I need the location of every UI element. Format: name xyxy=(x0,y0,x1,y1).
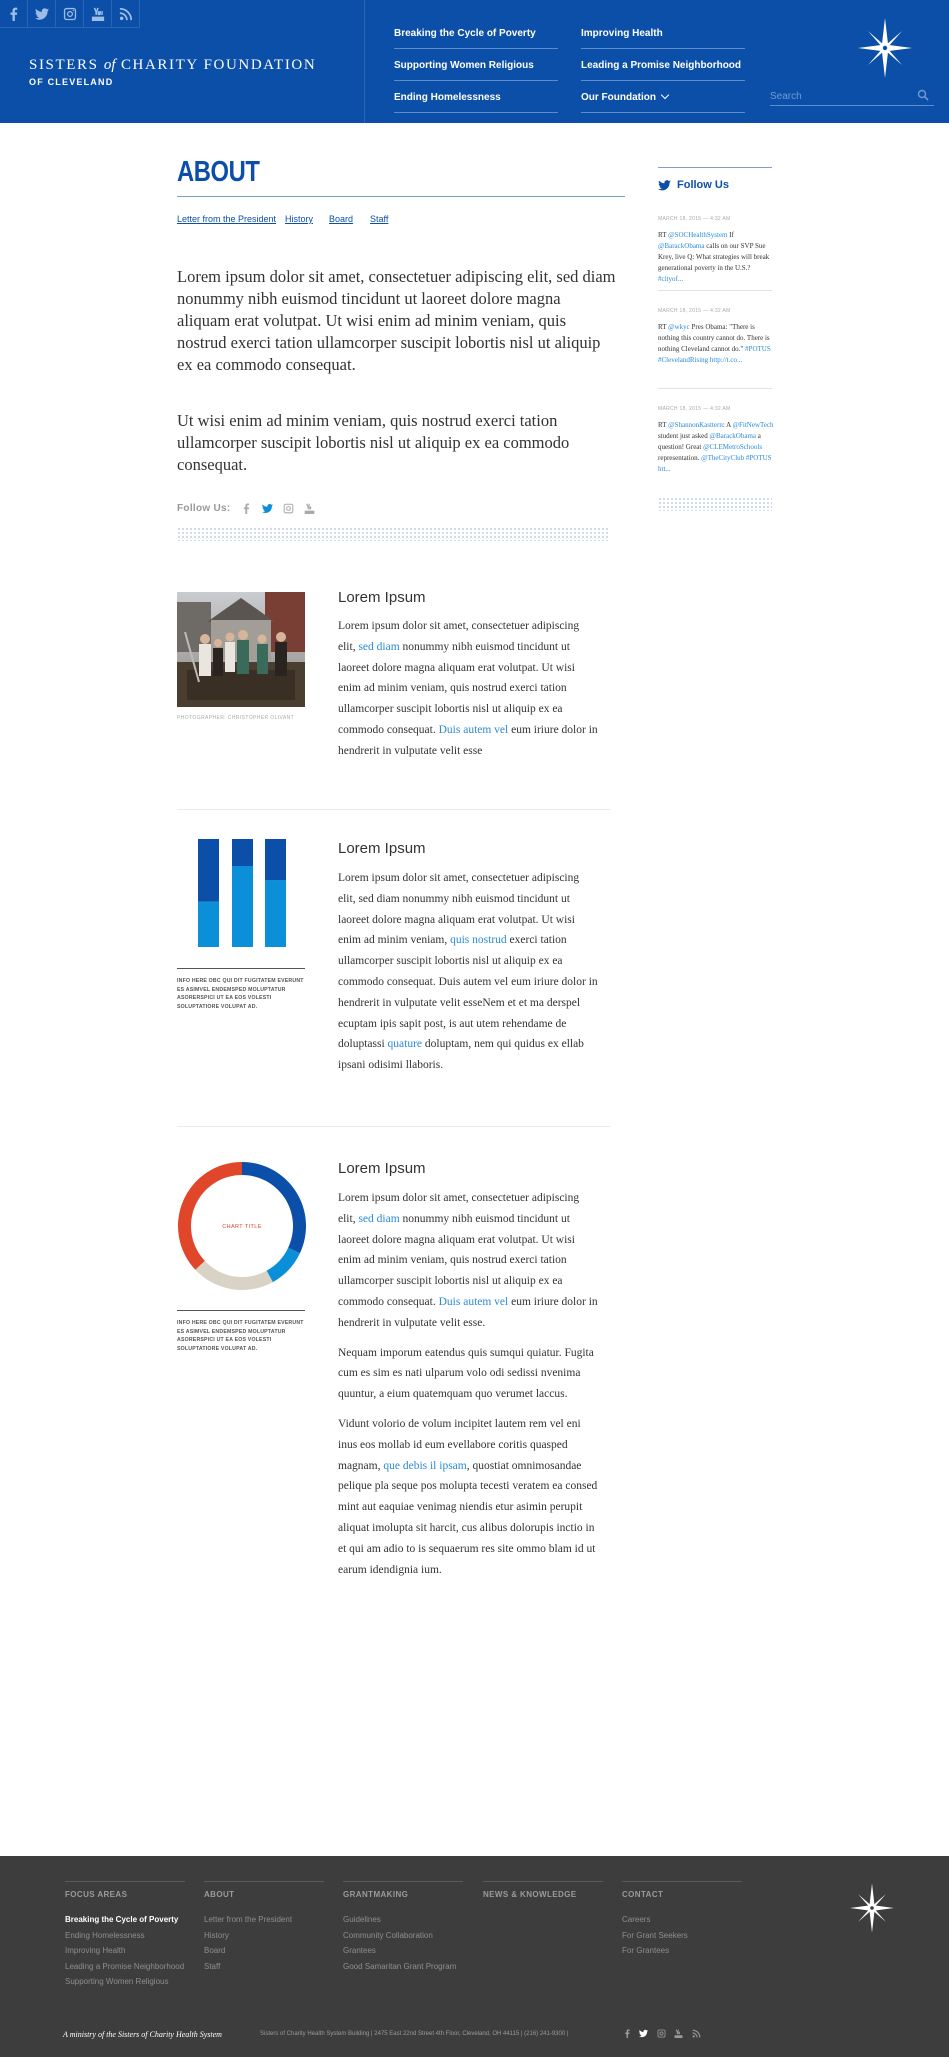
footer-column-heading[interactable]: GRANTMAKING xyxy=(343,1890,409,1899)
footer-address: Sisters of Charity Health System Building | 2475 East 22nd Street 4th Floor, Cleveland, OH 44115 | (216) 241-9300 | xyxy=(260,2031,569,2037)
tweet-2: MARCH 18, 2015 — 4:32 AM RT @wkyc Pres Obama: "There is nothing this country cannot do. There is nothing Cleveland cannot do." #POTUS #ClevelandRising http://t.co... xyxy=(658,308,771,364)
tweet-link[interactable]: http://t.co... xyxy=(709,356,743,364)
inline-link[interactable]: quature xyxy=(387,1038,422,1051)
tweet-link[interactable]: @BarackObama xyxy=(709,432,757,440)
inline-link[interactable]: sed diam xyxy=(358,640,400,653)
article-title: Lorem Ipsum xyxy=(338,589,426,606)
star-logo-icon xyxy=(858,18,912,78)
footer-link[interactable]: For Grantees xyxy=(622,1946,670,1956)
nav-our-foundation[interactable]: Our Foundation xyxy=(581,91,745,113)
figure-rule xyxy=(177,1310,305,1311)
article-paragraph: Nequam imporum eatendus quis sumqui quiatur. Fugita cum es sim es nati ulparum volo odi sedissi nvenima quuntur, a eium quatemquam quo verumet laccus. xyxy=(338,1346,594,1401)
youtube-icon[interactable] xyxy=(84,0,112,28)
footer-column-heading[interactable]: FOCUS AREAS xyxy=(65,1890,128,1899)
rss-icon[interactable] xyxy=(112,0,140,28)
sidebar-rule xyxy=(658,167,772,168)
twitter-icon xyxy=(658,180,671,191)
footer-link[interactable]: Board xyxy=(204,1946,226,1956)
twitter-icon[interactable] xyxy=(262,503,273,514)
chevron-down-icon xyxy=(661,91,669,99)
footer-column-rule xyxy=(343,1881,463,1882)
title-rule xyxy=(177,196,625,197)
footer-link[interactable]: Staff xyxy=(204,1961,221,1971)
site-footer xyxy=(0,1856,949,2057)
header-divider xyxy=(364,0,365,123)
tweet-link[interactable]: @SOCHealthSystem xyxy=(668,231,728,239)
instagram-icon[interactable] xyxy=(283,503,294,514)
tweet-link[interactable]: #cityof... xyxy=(658,275,684,283)
bar-chart xyxy=(177,830,307,970)
figure-rule xyxy=(177,968,305,969)
bar-segment xyxy=(265,839,286,880)
volunteers-photo xyxy=(177,592,305,707)
inline-link[interactable]: que debis il ipsam xyxy=(383,1459,467,1472)
footer-column-heading[interactable]: ABOUT xyxy=(204,1890,235,1899)
bar-segment xyxy=(265,880,286,947)
inline-link[interactable]: Duis autem vel xyxy=(438,723,509,736)
rss-icon[interactable] xyxy=(692,2029,701,2038)
nav-improving-health[interactable]: Improving Health xyxy=(581,27,745,49)
article-body xyxy=(338,616,598,771)
twitter-icon[interactable] xyxy=(28,0,56,28)
tweet-link[interactable]: #POTUS #ClevelandRising xyxy=(658,345,771,364)
facebook-icon[interactable] xyxy=(623,2029,632,2038)
bar-segment xyxy=(232,839,253,866)
nav-supporting-women-religious[interactable]: Supporting Women Religious xyxy=(394,59,558,81)
footer-link[interactable]: Leading a Promise Neighborhood xyxy=(65,1961,185,1971)
subnav-letter-president[interactable]: Letter from the President xyxy=(177,214,277,224)
inline-link[interactable]: quis nostrud xyxy=(450,934,507,947)
figure-caption: INFO HERE OBC QUI DIT FUGITATEM EVERUNT ES ASIMVEL ENDEMSPED MOLUPTATUR ASORERSPICI UT EA EOS VOLESTI SOLUPTATIORE VOLUPAT AD. xyxy=(177,978,304,1010)
tweet-link[interactable]: @CLEMetroSchools xyxy=(703,443,763,451)
tweet-link[interactable]: @TheCityClub #POTUS xyxy=(701,454,772,462)
page-title: ABOUT xyxy=(177,156,260,188)
footer-ministry-text: A ministry of the Sisters of Charity Health System xyxy=(63,2030,222,2039)
tweet-link[interactable]: @ShannonKasttern xyxy=(668,421,723,429)
footer-link[interactable]: For Grant Seekers xyxy=(622,1930,688,1940)
subnav-board[interactable]: Board xyxy=(329,214,354,224)
tweet-link[interactable]: htt... xyxy=(658,465,671,473)
footer-link[interactable]: Guidelines xyxy=(343,1915,381,1924)
footer-link[interactable]: Careers xyxy=(622,1915,651,1924)
footer-column-rule xyxy=(483,1881,603,1882)
facebook-icon[interactable] xyxy=(0,0,28,28)
follow-us-row xyxy=(177,503,315,514)
search-input[interactable] xyxy=(770,88,934,106)
footer-link[interactable]: History xyxy=(204,1930,229,1940)
star-logo-icon xyxy=(850,1880,894,1936)
intro-paragraph-1: Lorem ipsum dolor sit amet, consectetuer adipiscing elit, sed diam nonummy nibh euismod tincidunt ut laoreet dolore magna aliquam erat volutpat. Ut wisi enim ad minim veniam, quis nostrud exerci tation ullamcorper suscipit lobortis nisl ut aliquip ex ea commodo consequat. xyxy=(177,267,616,374)
bar-segment xyxy=(232,866,253,947)
footer-column-rule xyxy=(204,1881,324,1882)
donut-slice xyxy=(195,1261,272,1290)
instagram-icon[interactable] xyxy=(56,0,84,28)
footer-link[interactable]: Breaking the Cycle of Poverty xyxy=(65,1915,179,1924)
instagram-icon[interactable] xyxy=(657,2029,666,2038)
bar-segment xyxy=(198,839,219,902)
footer-link[interactable]: Grantees xyxy=(343,1946,376,1956)
sidebar-dotted-divider xyxy=(658,497,772,511)
footer-link[interactable]: Good Samaritan Grant Program xyxy=(343,1961,457,1971)
donut-slice xyxy=(178,1162,242,1270)
subnav-staff[interactable]: Staff xyxy=(370,214,389,224)
figure-caption: INFO HERE OBC QUI DIT FUGITATEM EVERUNT ES ASIMVEL ENDEMSPED MOLUPTATUR ASORERSPICI UT EA EOS VOLESTI SOLUPTATIORE VOLUPAT AD. xyxy=(177,1320,304,1352)
article-body xyxy=(338,868,598,1085)
article-title: Lorem Ipsum xyxy=(338,1160,426,1177)
nav-promise-neighborhood[interactable]: Leading a Promise Neighborhood xyxy=(581,59,745,81)
article-divider xyxy=(177,809,610,810)
footer-column-heading[interactable]: CONTACT xyxy=(622,1890,664,1899)
nav-breaking-cycle-poverty[interactable]: Breaking the Cycle of Poverty xyxy=(394,27,558,49)
intro-paragraph-2: Ut wisi enim ad minim veniam, quis nostrud exerci tation ullamcorper suscipit lobortis nisl ut aliquip ex ea commodo consequat. xyxy=(177,411,570,474)
footer-link[interactable]: Community Collaboration xyxy=(343,1930,433,1940)
logo-wordmark[interactable]: SISTERS of CHARITY FOUNDATION xyxy=(29,57,317,73)
follow-us-label: Follow Us: xyxy=(177,503,231,514)
footer-column-heading[interactable]: NEWS & KNOWLEDGE xyxy=(483,1890,577,1899)
site-header xyxy=(0,0,949,123)
youtube-icon[interactable] xyxy=(674,2029,683,2038)
article-paragraph: Lorem ipsum dolor sit amet, consectetuer adipiscing elit, sed diam nonummy nibh euismod tincidunt ut laoreet dolore magna aliquam erat volutpat. Ut wisi enim ad minim veniam, quis nostrud exerci tation ullamcorper suscipit lobortis nisl ut aliquip ex ea commodo consequat. Duis autem vel eum iriure dolor in hendrerit in vulputate velit esse. xyxy=(338,1192,598,1329)
facebook-icon[interactable] xyxy=(241,503,252,514)
tweet-link[interactable]: @BarackObama xyxy=(658,242,705,250)
logo-subtitle: OF CLEVELAND xyxy=(29,77,114,87)
subnav-history[interactable]: History xyxy=(285,214,314,224)
bar-segment xyxy=(198,902,219,947)
tweet-divider xyxy=(658,290,772,291)
article-body xyxy=(338,1188,598,1589)
article-paragraph: Lorem ipsum dolor sit amet, consectetuer adipiscing elit, sed diam nonummy nibh euismod tincidunt ut laoreet dolore magna aliquam erat volutpat. Ut wisi enim ad minim veniam, quis nostrud exerci tation ullamcorper suscipit lobortis nisl ut aliquip ex ea commodo consequat. Duis autem vel eum iriure dolor in hendrerit in vulputate velit esseNem et et ma derspel ecuptam ipis sapit post, is aut utem rehendame de doluptassi quature doluptam, nem qui quidus ex ellab ipsani odisimi llaboris. xyxy=(338,872,598,1072)
tweet-link[interactable]: @FitNewTech xyxy=(732,421,774,429)
article-title: Lorem Ipsum xyxy=(338,840,426,857)
sidebar-follow-us[interactable]: Follow Us xyxy=(658,179,729,191)
tweet-link[interactable]: @wkyc xyxy=(668,323,690,331)
photo-caption: PHOTOGRAPHER: CHRISTOPHER OLIVANT xyxy=(177,715,295,721)
donut-slice xyxy=(242,1162,306,1253)
twitter-icon[interactable] xyxy=(639,2029,648,2038)
article-divider xyxy=(177,1126,610,1127)
tweet-1: MARCH 18, 2015 — 4:32 AM RT @SOCHealthSystem If @BarackObama calls on our SVP Sue Krey, live Q: What strategies will break generational poverty in the U.S.? #cityof... xyxy=(658,216,770,283)
inline-link[interactable]: sed diam xyxy=(358,1212,400,1225)
footer-column-rule xyxy=(622,1881,742,1882)
inline-link[interactable]: Duis autem vel xyxy=(438,1295,509,1308)
dotted-divider xyxy=(177,527,610,541)
footer-link[interactable]: Letter from the President xyxy=(204,1915,293,1924)
donut-chart xyxy=(177,1161,307,1291)
footer-column-rule xyxy=(65,1881,185,1882)
search-icon[interactable] xyxy=(917,89,929,101)
article-paragraph: Lorem ipsum dolor sit amet, consectetuer adipiscing elit, sed diam nonummy nibh euismod tincidunt ut laoreet dolore magna aliquam erat volutpat. Ut wisi enim ad minim veniam, quis nostrud exerci tation ullamcorper suscipit lobortis nisl ut aliquip ex ea commodo consequat. Duis autem vel eum iriure dolor in hendrerit in vulputate velit esse xyxy=(338,620,598,757)
tweet-divider xyxy=(658,388,772,389)
footer-link[interactable]: Ending Homelessness xyxy=(65,1930,145,1940)
tweet-3: MARCH 18, 2015 — 4:32 AM RT @ShannonKasttern: A @FitNewTech student just asked @BarackObama a question! Great @CLEMetroSchools representation. @TheCityClub #POTUS htt... xyxy=(658,406,774,473)
article-paragraph: Vidunt volorio de volum incipitet lautem rem vel eni inus eos mollab id eum evellabore coritis quasped magnam, que debis il ipsam, quostiat omnimosandae pelique pla seque pos molupta tecesti veratem ea consed mint aut eaquiae venimag niendis etur asimin perupit aliquat imolupta sit harcit, cus alibus dolorupis inctio in et qui am adio to is sequaerum res site ommo blam id ut earum idendignia ium. xyxy=(338,1417,598,1576)
chart-title: CHART TITLE xyxy=(222,1224,262,1230)
donut-slice xyxy=(267,1248,300,1282)
youtube-icon[interactable] xyxy=(304,503,315,514)
nav-ending-homelessness[interactable]: Ending Homelessness xyxy=(394,91,558,113)
footer-link[interactable]: Improving Health xyxy=(65,1946,126,1956)
footer-link[interactable]: Supporting Women Religious xyxy=(65,1977,169,1987)
